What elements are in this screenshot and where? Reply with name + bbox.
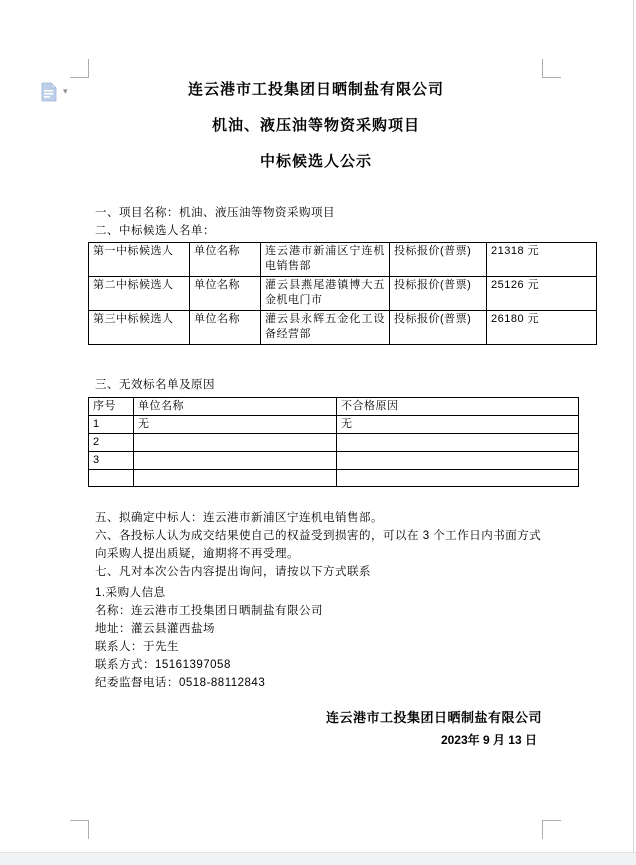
- candidate-rank-cell: 第一中标候选人: [89, 243, 190, 277]
- price-value-cell: 26180 元: [487, 311, 597, 345]
- section-objection: 六、各投标人认为成交结果使自己的权益受到损害的，可以在 3 个工作日内书面方式向采购人提出质疑，逾期将不再受理。: [95, 530, 542, 560]
- unit-cell: 无: [134, 416, 337, 434]
- unit-label-cell: 单位名称: [190, 277, 261, 311]
- unit-cell: [134, 434, 337, 452]
- contact-phone: 联系方式：15161397058: [95, 659, 231, 671]
- signature-company: 连云港市工投集团日晒制盐有限公司: [325, 710, 542, 725]
- paste-options-button[interactable]: [41, 82, 77, 104]
- reason-cell: [337, 434, 579, 452]
- contact-person: 联系人：于先生: [95, 641, 179, 653]
- index-cell: [89, 470, 134, 487]
- table-row: [89, 311, 597, 345]
- header-cell-reason: 不合格原因: [337, 398, 579, 416]
- price-value-cell: 25126 元: [487, 277, 597, 311]
- index-cell: 1: [89, 416, 134, 434]
- purchaser-name: 名称：连云港市工投集团日晒制盐有限公司: [95, 605, 323, 617]
- price-label-cell: 投标报价(普票): [390, 311, 487, 345]
- table-header-row: [89, 398, 579, 416]
- purchaser-info-block: [95, 584, 552, 692]
- doc-title-company: 连云港市工投集团日晒制盐有限公司: [187, 81, 444, 98]
- unit-label-cell: 单位名称: [190, 243, 261, 277]
- section-winner: 五、拟确定中标人：连云港市新浦区宁连机电销售部。: [95, 512, 383, 524]
- section-5-6-7: [95, 509, 552, 581]
- title-block: [90, 82, 542, 190]
- purchaser-address: 地址：灌云县灌西盐场: [95, 623, 215, 635]
- index-cell: 3: [89, 452, 134, 470]
- price-label-cell: 投标报价(普票): [390, 243, 487, 277]
- unit-cell: [134, 452, 337, 470]
- table-row: [89, 243, 597, 277]
- section-candidate-list-heading: 二、中标候选人名单：: [95, 225, 215, 237]
- price-value-cell: 21318 元: [487, 243, 597, 277]
- reason-cell: [337, 470, 579, 487]
- doc-title-project: 机油、液压油等物资采购项目: [211, 117, 420, 134]
- company-name-cell: 灌云县燕尾港镇博大五金机电门市: [261, 277, 390, 311]
- reason-cell: [337, 452, 579, 470]
- crop-mark-bottom-left: [70, 820, 89, 839]
- chevron-down-icon: ▾: [63, 86, 68, 96]
- invalid-bids-table: [88, 397, 579, 487]
- table-row: [89, 452, 579, 470]
- header-cell-index: 序号: [89, 398, 134, 416]
- doc-title-announcement: 中标候选人公示: [259, 153, 372, 170]
- purchaser-info-heading: 1.采购人信息: [95, 587, 166, 599]
- company-name-cell: 灌云县永辉五金化工设备经营部: [261, 311, 390, 345]
- header-cell-unit: 单位名称: [134, 398, 337, 416]
- candidate-rank-cell: 第二中标候选人: [89, 277, 190, 311]
- crop-mark-top-right: [542, 59, 561, 78]
- supervision-phone: 纪委监督电话：0518-88112843: [95, 677, 266, 689]
- table-row: [89, 434, 579, 452]
- section-inquiry: 七、凡对本次公告内容提出询问，请按以下方式联系: [95, 566, 371, 578]
- crop-mark-bottom-right: [542, 820, 561, 839]
- table-row: [89, 470, 579, 487]
- table-row: [89, 416, 579, 434]
- candidates-table: [88, 242, 597, 345]
- signature-block: [90, 710, 542, 748]
- section-invalid-heading: 三、无效标名单及原因: [95, 378, 215, 391]
- company-name-cell: 连云港市新浦区宁连机电销售部: [261, 243, 390, 277]
- unit-label-cell: 单位名称: [190, 311, 261, 345]
- section-1-2: [95, 204, 552, 240]
- reason-cell: 无: [337, 416, 579, 434]
- index-cell: 2: [89, 434, 134, 452]
- price-label-cell: 投标报价(普票): [390, 277, 487, 311]
- unit-cell: [134, 470, 337, 487]
- candidate-rank-cell: 第三中标候选人: [89, 311, 190, 345]
- right-edge-line: [633, 0, 634, 853]
- signature-date: 2023年 9 月 13 日: [440, 733, 537, 747]
- bottom-chrome: [0, 852, 636, 865]
- table-row: [89, 277, 597, 311]
- crop-mark-top-left: [70, 59, 89, 78]
- section-project-name: 一、项目名称：机油、液压油等物资采购项目: [95, 207, 335, 219]
